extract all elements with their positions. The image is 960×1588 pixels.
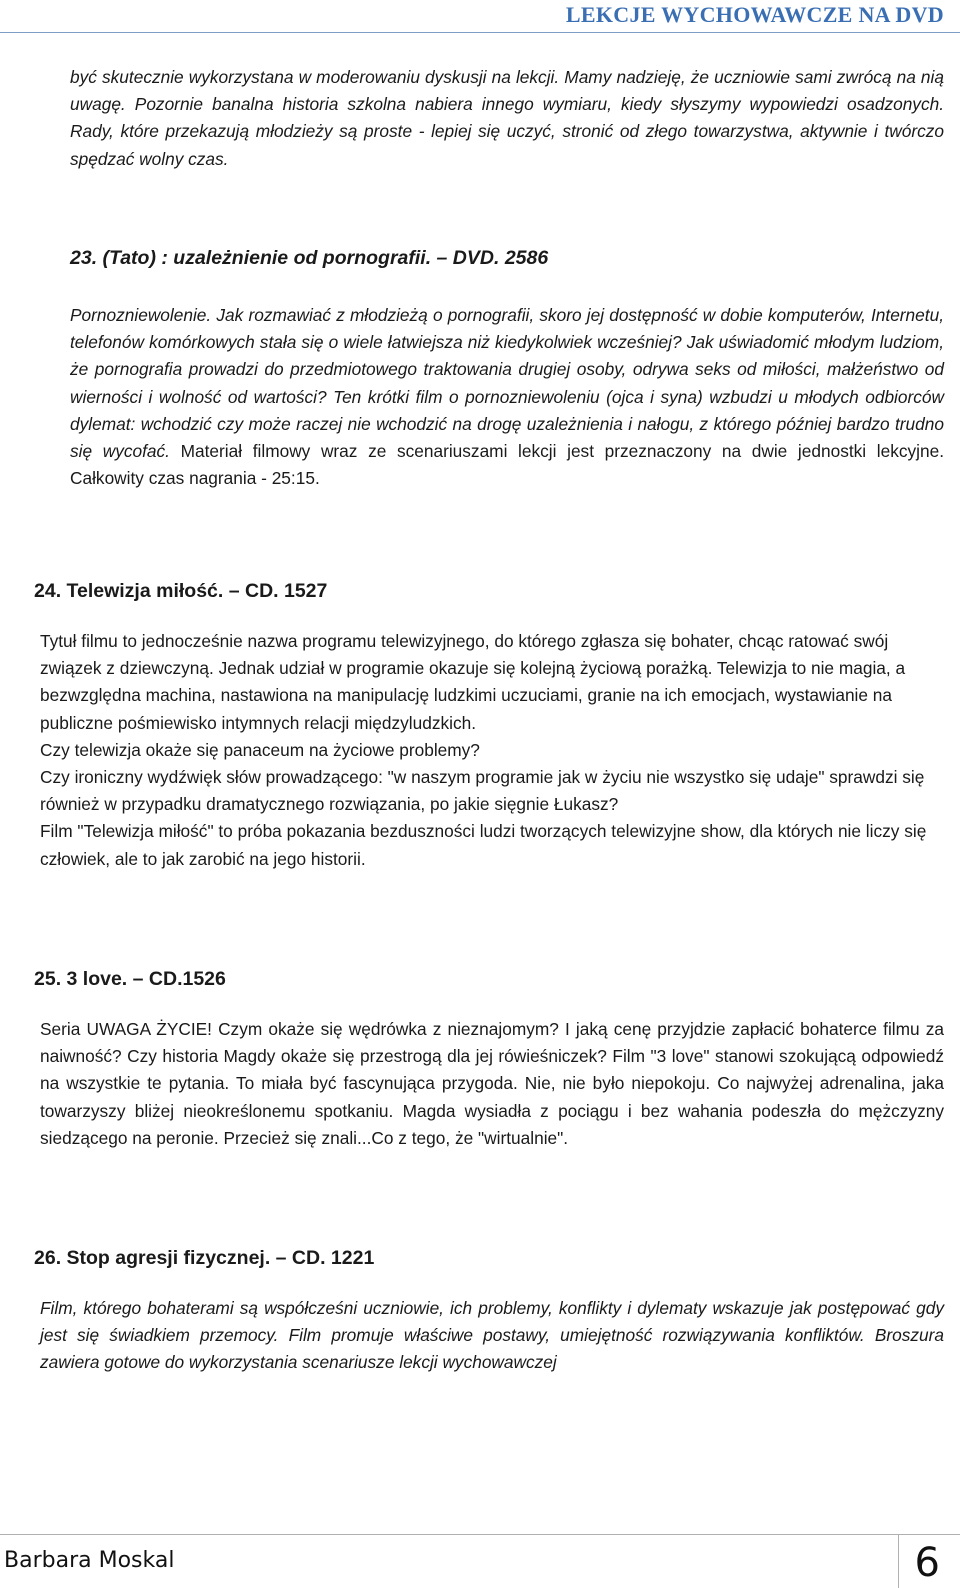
section-question: Czy ironiczny wydźwięk słów prowadzącego: "w naszym programie jak w życiu nie wszystko się udaje" sprawdzi się również w przypadku dramatycznego rozwiązania, po jakie sięgnie Łukasz? [40,767,925,815]
section-24 [34,578,944,604]
section-23 [70,245,944,271]
normal-text: Materiał filmowy wraz ze scenariuszami lekcji jest przeznaczony na dwie jednostki lekcyjne. Całkowity czas nagrania - 25:15. [70,441,945,489]
page-header-title: LEKCJE WYCHOWAWCZE NA DVD [565,2,944,27]
page-number: 6 [914,1540,940,1586]
section-heading: 25. 3 love. – CD.1526 [34,968,226,990]
lead-text: Pornozniewolenie. [70,305,212,325]
intro-block [70,64,944,173]
section-question: Czy telewizja okaże się panaceum na życiowe problemy? [40,739,480,760]
section-25-body [40,1016,944,1152]
section-26 [34,1245,944,1271]
section-paragraph [70,302,944,492]
section-paragraph: Film, którego bohaterami są współcześni uczniowie, ich problemy, konflikty i dylematy wskazuje jak postępować gdy jest się świadkiem przemocy. Film promuje właściwe postawy, umiejętność rozwiązywania konfliktów. Broszura zawiera gotowe do wykorzystania scenariusze lekcji wychowawczej [40,1298,944,1373]
section-heading: 23. (Tato) : uzależnienie od pornografii. – DVD. 2586 [70,247,549,269]
section-heading: 26. Stop agresji fizycznej. – CD. 1221 [34,1247,375,1269]
footer-author: Barbara Moskal [4,1548,175,1573]
italic-text: Jak rozmawiać z młodzieżą o pornografii, skoro jej dostępność w dobie komputerów, Internetu, telefonów komórkowych stała się o wiele łatwiejsza niż kiedykolwiek wcześniej? Jak uświadomić młodym ludziom, że pornografia prowadzi do przedmiotowego traktowania drugiej osoby, odrywa seks od miłości, małżeństwo od wierności i wolność od wartości? Ten krótki film o pornozniewoleniu (ojca i syna) wzbudzi u młodych odbiorców dylemat: wchodzić czy może raczej nie wchodzić na drogę uzależnienia i nałogu, z którego później bardzo trudno się wycofać. [70,305,944,462]
footer-divider [0,1534,960,1535]
header-divider [0,32,960,33]
section-heading: 24. Telewizja miłość. – CD. 1527 [34,580,328,602]
section-25 [34,966,944,992]
section-24-body [40,628,944,873]
section-26-body [40,1295,944,1377]
section-paragraph: Seria UWAGA ŻYCIE! Czym okaże się wędrówka z nieznajomym? I jaką cenę przyjdzie zapłacić bohaterce filmu za naiwność? Czy historia Magdy okaże się przestrogą dla jej rówieśniczek? Film "3 love" stanowi szokującą odpowiedź na wszystkie te pytania. To miała być fascynująca przygoda. Nie, nie było niepokoju. Co najwyżej adrenalina, jaka towarzyszy bliżej nieokreślonemu spotkaniu. Magda wysiadła z pociągu i bez wahania podeszła do mężczyzny siedzącego na peronie. Przecież się znali...Co z tego, że "wirtualnie". [40,1019,944,1148]
footer-separator [898,1534,899,1588]
section-23-body [70,302,944,492]
section-paragraph: Tytuł filmu to jednocześnie nazwa programu telewizyjnego, do którego zgłasza się bohater, chcąc ratować swój związek z dziewczyną. Jednak udział w programie okazuje się kolejną życiową porażką. Telewizja to nie magia, a bezwzględna machina, nastawiona na manipulację ludzkimi uczuciami, granie na ich emocjach, wystawianie na publiczne pośmiewisko intymnych relacji międzyludzkich. [40,631,906,733]
intro-paragraph: być skutecznie wykorzystana w moderowaniu dyskusji na lekcji. Mamy nadzieję, że uczniowie sami zwrócą na nią uwagę. Pozornie banalna historia szkolna nabiera innego wymiaru, kiedy słyszymy wypowiedzi osadzonych. Rady, które przekazują młodzieży są proste - lepiej się uczyć, stronić od złego towarzystwa, aktywnie i twórczo spędzać wolny czas. [70,67,944,169]
section-paragraph: Film "Telewizja miłość" to próba pokazania bezduszności ludzi tworzących telewizyjne show, dla których nie liczy się człowiek, ale to jak zarobić na jego historii. [40,821,927,869]
